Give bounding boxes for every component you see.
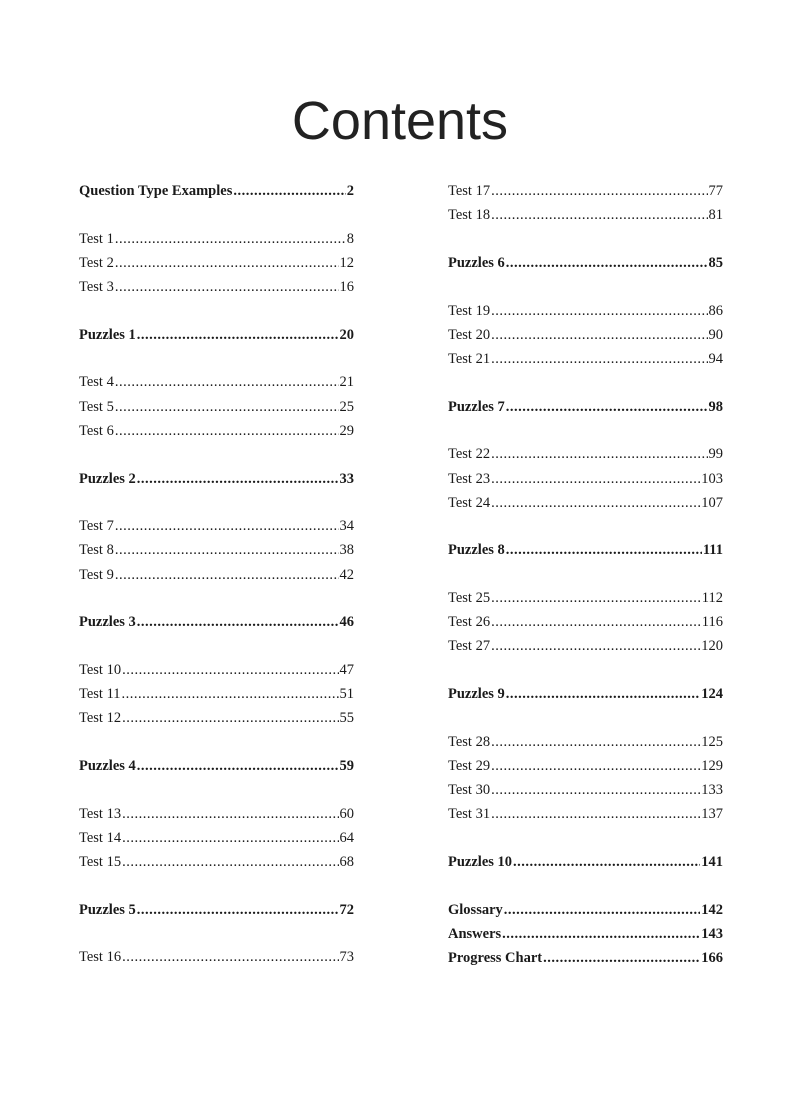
toc-entry-label: Test 15 [79, 854, 122, 871]
toc-entry [79, 826, 354, 850]
toc-entry-label: Glossary [448, 901, 503, 918]
toc-entry-label: Test 16 [79, 949, 122, 966]
toc-dot-leader [115, 395, 339, 419]
toc-entry-label: Puzzles 4 [79, 758, 136, 774]
toc-dot-leader [115, 538, 339, 562]
toc-entry-label: Puzzles 10 [448, 854, 513, 871]
toc-entry [79, 658, 354, 682]
toc-dot-leader [115, 370, 339, 394]
toc-entry-label: Progress Chart [448, 950, 543, 967]
toc-entry [448, 323, 723, 347]
toc-entry-label: Test 6 [79, 422, 114, 439]
toc-entry-label: Test 14 [79, 829, 122, 846]
toc-spacer [79, 874, 354, 898]
toc-entry [79, 682, 354, 706]
toc-page-number: 112 [701, 590, 723, 607]
toc-entry-label: Answers [448, 925, 502, 942]
toc-dot-leader [506, 682, 700, 706]
toc-spacer [448, 827, 723, 851]
toc-spacer [79, 347, 354, 371]
toc-dot-leader [491, 754, 700, 778]
toc-entry-label: Puzzles 1 [79, 326, 136, 343]
toc-entry-label: Puzzles 6 [448, 254, 505, 271]
toc-dot-leader [122, 826, 338, 850]
toc-entry [448, 299, 723, 323]
toc-section-entry [79, 467, 354, 491]
toc-dot-leader [137, 754, 339, 778]
toc-page-number: 143 [701, 925, 723, 942]
toc-entry-label: Test 27 [448, 638, 491, 655]
toc-dot-leader [491, 179, 707, 203]
toc-page-number: 8 [346, 230, 354, 247]
toc-spacer [79, 731, 354, 755]
toc-dot-leader [137, 610, 339, 634]
toc-entry [79, 251, 354, 275]
toc-spacer [448, 874, 723, 898]
toc-entry-label: Test 23 [448, 470, 491, 487]
toc-entry [79, 850, 354, 874]
toc-entry-label: Test 7 [79, 518, 114, 535]
toc-dot-leader [491, 634, 700, 658]
toc-entry [448, 586, 723, 610]
toc-spacer [448, 706, 723, 730]
toc-spacer [448, 659, 723, 683]
toc-section-entry [79, 179, 354, 203]
toc-dot-leader [115, 563, 339, 587]
toc-page-number: 81 [708, 207, 723, 224]
toc-dot-leader [491, 347, 707, 371]
toc-entry-label: Test 18 [448, 207, 491, 224]
toc-page-number: 129 [701, 758, 723, 774]
toc-page-number: 12 [339, 254, 354, 271]
toc-entry [79, 275, 354, 299]
toc-dot-leader [491, 323, 707, 347]
toc-entry [448, 467, 723, 491]
toc-page-number: 86 [708, 302, 723, 319]
toc-entry [79, 395, 354, 419]
toc-entry-label: Question Type Examples [79, 183, 233, 199]
toc-section-entry [448, 395, 723, 419]
toc-section-entry [448, 538, 723, 562]
toc-entry-label: Puzzles 3 [79, 614, 136, 631]
toc-page-number: 29 [339, 422, 354, 439]
toc-spacer [79, 203, 354, 227]
toc-spacer [79, 634, 354, 658]
toc-spacer [79, 587, 354, 611]
toc-page-number: 2 [346, 183, 354, 199]
toc-dot-leader [491, 610, 701, 634]
toc-section-entry [448, 850, 723, 874]
toc-spacer [79, 922, 354, 946]
toc-entry [79, 945, 354, 969]
toc-dot-leader [122, 850, 338, 874]
toc-spacer [448, 515, 723, 539]
toc-entry-label: Test 30 [448, 782, 491, 799]
toc-page-number: 64 [339, 829, 354, 846]
toc-dot-leader [543, 946, 700, 970]
toc-entry-label: Test 20 [448, 326, 491, 343]
toc-spacer [79, 443, 354, 467]
toc-page-number: 111 [702, 542, 723, 559]
toc-dot-leader [122, 706, 338, 730]
toc-page-number: 68 [339, 854, 354, 871]
toc-dot-leader [115, 514, 339, 538]
toc-entry-label: Puzzles 9 [448, 686, 505, 703]
toc-entry [448, 203, 723, 227]
toc-section-entry [79, 754, 354, 778]
toc-dot-leader [491, 778, 700, 802]
toc-entry-label: Puzzles 5 [79, 901, 136, 918]
toc-entry [79, 706, 354, 730]
toc-dot-leader [491, 467, 700, 491]
toc-entry-label: Test 1 [79, 230, 114, 247]
toc-page-number: 103 [701, 470, 723, 487]
toc-section-entry [79, 323, 354, 347]
toc-dot-leader [137, 467, 339, 491]
toc-entry [448, 610, 723, 634]
toc-entry-label: Test 8 [79, 542, 114, 559]
toc-page-number: 33 [339, 470, 354, 487]
toc-dot-leader [115, 227, 346, 251]
toc-page-number: 34 [339, 518, 354, 535]
toc-page-number: 133 [701, 782, 723, 799]
toc-page-number: 137 [701, 806, 723, 823]
toc-page-number: 124 [701, 686, 723, 703]
toc-entry-label: Test 19 [448, 302, 491, 319]
toc-dot-leader [513, 850, 700, 874]
toc-entry-label: Test 11 [79, 686, 121, 703]
toc-dot-leader [137, 323, 339, 347]
toc-page-number: 141 [701, 854, 723, 871]
toc-page-number: 73 [339, 949, 354, 966]
toc-dot-leader [506, 395, 708, 419]
toc-section-entry [448, 682, 723, 706]
toc-entry [448, 802, 723, 826]
toc-section-entry [448, 251, 723, 275]
toc-section-entry [79, 610, 354, 634]
toc-dot-leader [491, 442, 707, 466]
toc-entry-label: Test 5 [79, 398, 114, 415]
toc-entry-label: Test 21 [448, 350, 491, 367]
toc-spacer [448, 371, 723, 395]
toc-page-number: 166 [701, 950, 723, 967]
toc-dot-leader [122, 682, 339, 706]
toc-entry [448, 442, 723, 466]
toc-entry-label: Test 10 [79, 661, 122, 678]
toc-entry-label: Puzzles 2 [79, 470, 136, 487]
toc-entry-label: Test 24 [448, 494, 491, 511]
toc-dot-leader [233, 179, 345, 203]
toc-page-number: 99 [708, 446, 723, 463]
toc-entry-label: Test 3 [79, 279, 114, 296]
toc-page-number: 16 [339, 279, 354, 296]
toc-page-number: 107 [701, 494, 723, 511]
toc-dot-leader [506, 538, 702, 562]
toc-entry-label: Test 4 [79, 374, 114, 391]
toc-entry [448, 730, 723, 754]
toc-section-entry [79, 898, 354, 922]
toc-dot-leader [122, 945, 338, 969]
toc-section-entry [448, 922, 723, 946]
toc-page-number: 42 [339, 566, 354, 583]
toc-entry [448, 634, 723, 658]
toc-page-number: 98 [708, 398, 723, 415]
toc-dot-leader [491, 802, 700, 826]
toc-dot-leader [491, 730, 700, 754]
toc-page-number: 125 [701, 733, 723, 750]
toc-column-left [79, 179, 354, 970]
page-title: Contents [291, 91, 509, 151]
toc-page-number: 142 [701, 901, 723, 918]
toc-entry [79, 227, 354, 251]
toc-column-right [448, 179, 723, 970]
toc-page-number: 25 [339, 398, 354, 415]
toc-entry [448, 754, 723, 778]
toc-dot-leader [506, 251, 708, 275]
toc-entry [448, 179, 723, 203]
toc-entry-label: Puzzles 8 [448, 542, 505, 559]
toc-page-number: 116 [701, 614, 723, 631]
toc-page-number: 47 [339, 661, 354, 678]
toc-entry-label: Test 26 [448, 614, 491, 631]
toc-entry [79, 563, 354, 587]
toc-entry-label: Test 22 [448, 446, 491, 463]
toc-entry-label: Test 25 [448, 590, 491, 607]
toc-entry-label: Test 31 [448, 806, 491, 823]
toc-dot-leader [491, 203, 707, 227]
toc-entry-label: Test 28 [448, 733, 491, 750]
toc-page-number: 60 [339, 805, 354, 822]
toc-page-number: 120 [701, 638, 723, 655]
toc-entry [79, 419, 354, 443]
toc-entry [79, 538, 354, 562]
toc-dot-leader [122, 802, 338, 826]
toc-entry-label: Test 9 [79, 566, 114, 583]
toc-entry [79, 802, 354, 826]
toc-page-number: 59 [339, 758, 354, 774]
toc-spacer [79, 778, 354, 802]
toc-page-number: 85 [708, 254, 723, 271]
toc-page-number: 90 [708, 326, 723, 343]
toc-spacer [448, 227, 723, 251]
toc-spacer [448, 563, 723, 587]
toc-page-number: 77 [708, 183, 723, 199]
toc-section-entry [448, 946, 723, 970]
toc-page-number: 55 [339, 710, 354, 727]
toc-page-number: 38 [339, 542, 354, 559]
toc-entry [79, 370, 354, 394]
toc-section-entry [448, 898, 723, 922]
toc-dot-leader [115, 251, 339, 275]
toc-dot-leader [491, 299, 707, 323]
toc-entry-label: Test 12 [79, 710, 122, 727]
toc-entry [448, 347, 723, 371]
toc-page-number: 20 [339, 326, 354, 343]
toc-page-number: 51 [339, 686, 354, 703]
toc-page-number: 94 [708, 350, 723, 367]
toc-dot-leader [137, 898, 339, 922]
toc-dot-leader [491, 586, 701, 610]
toc-spacer [448, 419, 723, 443]
toc-spacer [448, 275, 723, 299]
toc-entry-label: Test 13 [79, 805, 122, 822]
toc-dot-leader [491, 491, 700, 515]
toc-page-number: 72 [339, 901, 354, 918]
toc-entry-label: Puzzles 7 [448, 398, 505, 415]
toc-spacer [79, 491, 354, 515]
toc-dot-leader [502, 922, 700, 946]
toc-dot-leader [115, 275, 339, 299]
toc-entry-label: Test 17 [448, 183, 491, 199]
toc-entry-label: Test 2 [79, 254, 114, 271]
toc-page-number: 21 [339, 374, 354, 391]
toc-entry-label: Test 29 [448, 758, 491, 774]
toc-dot-leader [115, 419, 339, 443]
toc-dot-leader [504, 898, 700, 922]
toc-page-number: 46 [339, 614, 354, 631]
toc-dot-leader [122, 658, 338, 682]
toc-entry [448, 491, 723, 515]
toc-entry [448, 778, 723, 802]
toc-entry [79, 514, 354, 538]
toc-spacer [79, 299, 354, 323]
